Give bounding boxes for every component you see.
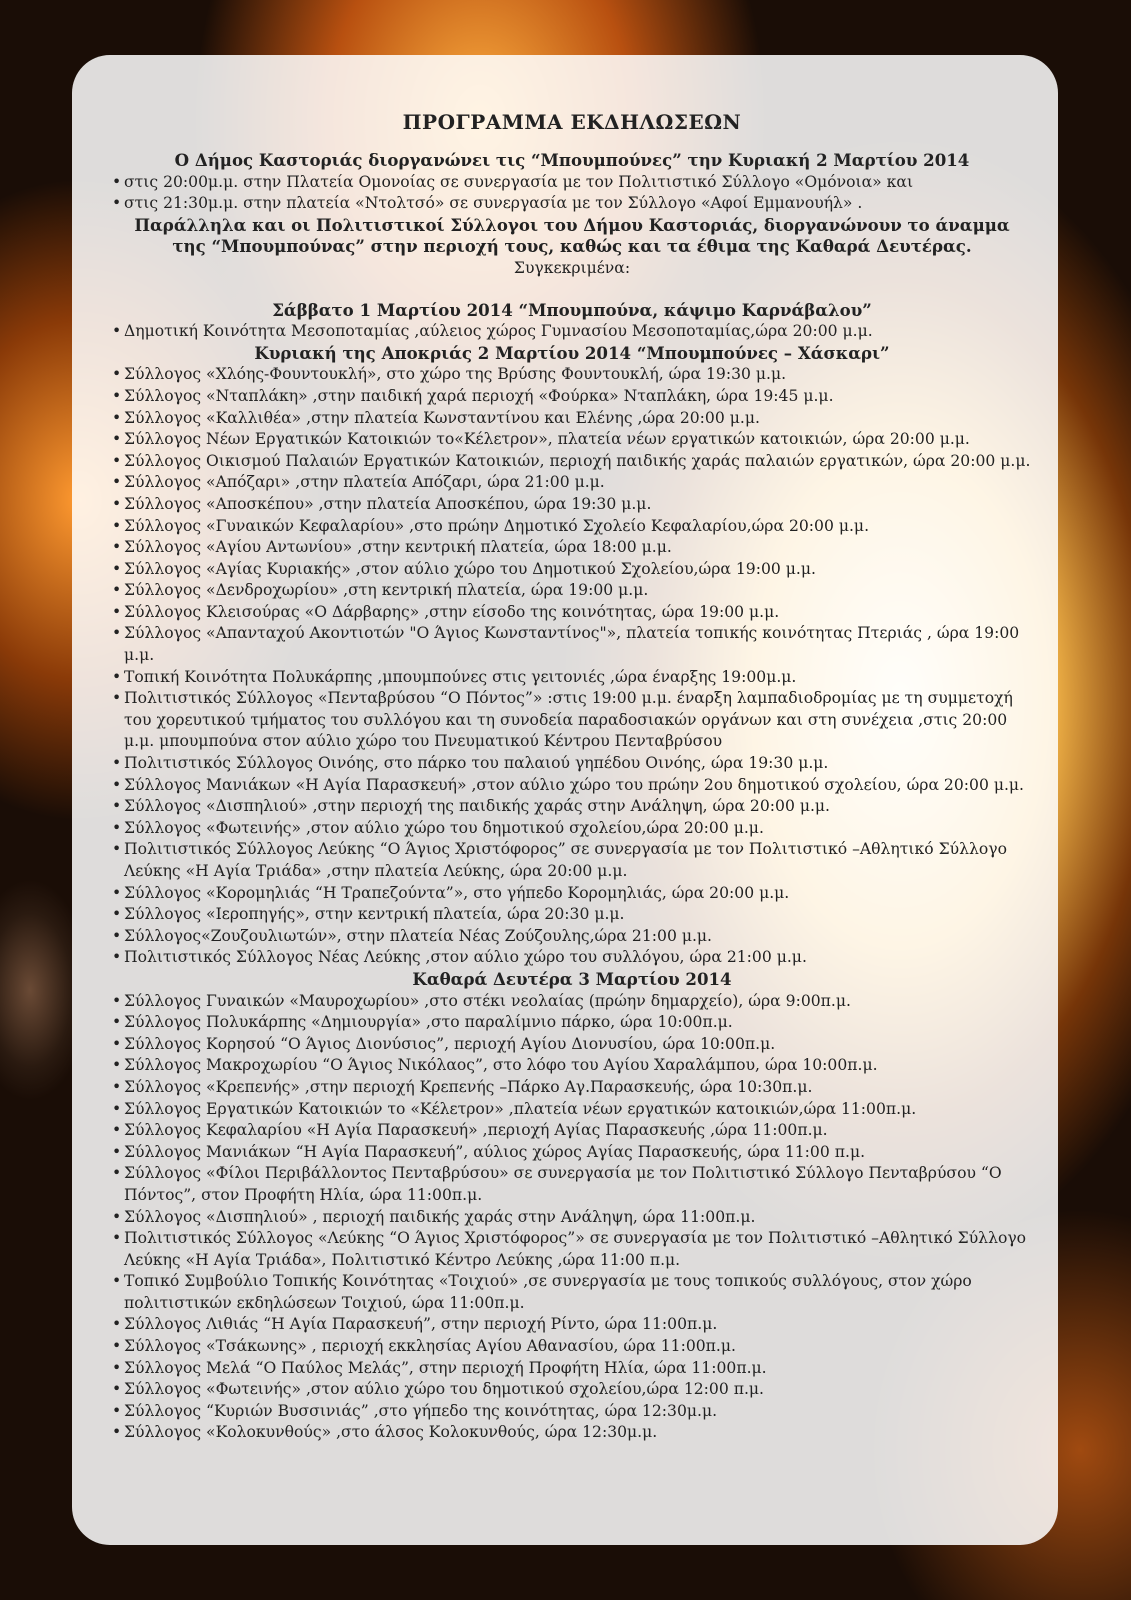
list-item: • Σύλλογος «Φίλοι Περιβάλλοντος Πενταβρύσου» σε συνεργασία με τον Πολιτιστικό Σύλλογο Πενταβρύσου “Ο Πόντος”, στον Προφήτη Ηλία, ώρα 11:00π.μ.	[112, 1163, 1032, 1206]
section-heading: Σάββατο 1 Μαρτίου 2014 “Μπουμπούνα, κάψιμο Καρνάβαλου”	[272, 299, 872, 320]
list-item: • στις 21:30μ.μ. στην πλατεία «Ντολτσό» σε συνεργασία με τον Σύλλογο «Αφοί Εμμανουήλ» .	[112, 193, 1032, 215]
list-item: • Σύλλογος «Απόζαρι» ,στην πλατεία Απόζαρι, ώρα 21:00 μ.μ.	[112, 472, 1032, 494]
list-item: • Σύλλογος «Κολοκυνθούς» ,στο άλσος Κολοκυνθούς, ώρα 12:30μ.μ.	[112, 1422, 1032, 1444]
event-list	[112, 991, 1032, 1444]
parallel-text-line1: Παράλληλα και οι Πολιτιστικοί Σύλλογοι του Δήμου Καστοριάς, διοργανώνουν το άναμμα	[134, 214, 1010, 235]
list-item: • Σύλλογος Κεφαλαρίου «Η Αγία Παρασκευή» ,περιοχή Αγίας Παρασκευής ,ώρα 11:00π.μ.	[112, 1120, 1032, 1142]
list-item: • Σύλλογος «Αγίας Κυριακής» ,στον αύλιο χώρο του Δημοτικού Σχολείου,ώρα 19:00 μ.μ.	[112, 559, 1032, 581]
section-heading: Καθαρά Δευτέρα 3 Μαρτίου 2014	[412, 968, 732, 989]
list-item: • Σύλλογος «Φωτεινής» ,στον αύλιο χώρο του δημοτικού σχολείου,ώρα 20:00 μ.μ.	[112, 818, 1032, 840]
list-item: • Σύλλογος «Τσάκωνης» , περιοχή εκκλησίας Αγίου Αθανασίου, ώρα 11:00π.μ.	[112, 1336, 1032, 1358]
intro-list	[112, 172, 1032, 215]
list-item: • Σύλλογος «Νταπλάκη» ,στην παιδική χαρά περιοχή «Φούρκα» Νταπλάκη, ώρα 19:45 μ.μ.	[112, 386, 1032, 408]
specifically-label: Συγκεκριμένα:	[513, 258, 631, 277]
list-item: • Σύλλογος «Φωτεινής» ,στον αύλιο χώρο του δημοτικού σχολείου,ώρα 12:00 π.μ.	[112, 1379, 1032, 1401]
list-item: • Πολιτιστικός Σύλλογος Οινόης, στο πάρκο του παλαιού γηπέδου Οινόης, ώρα 19:30 μ.μ.	[112, 753, 1032, 775]
list-item: • Πολιτιστικός Σύλλογος «Λεύκης “Ο Άγιος Χριστόφορος”» σε συνεργασία με τον Πολιτιστικό –Αθλητικό Σύλλογο Λεύκης «Η Αγία Τριάδα», Πολιτιστικό Κέντρο Λεύκης ,ώρα 11:00 π.μ.	[112, 1228, 1032, 1271]
list-item: • Σύλλογος «Αποσκέπου» ,στην πλατεία Αποσκέπου, ώρα 19:30 μ.μ.	[112, 494, 1032, 516]
list-item: • Σύλλογος Λιθιάς “Η Αγία Παρασκευή”, στην περιοχή Ρίντο, ώρα 11:00π.μ.	[112, 1314, 1032, 1336]
list-item: • Σύλλογος «Κορομηλιάς “Η Τραπεζούντα”», στο γήπεδο Κορομηλιάς, ώρα 20:00 μ.μ.	[112, 883, 1032, 905]
list-item: • Σύλλογος «Ιεροπηγής», στην κεντρική πλατεία, ώρα 20:30 μ.μ.	[112, 904, 1032, 926]
list-item: • Σύλλογος «Απανταχού Ακοντιοτών "Ο Άγιος Κωνσταντίνος"», πλατεία τοπικής κοινότητας Πτεριάς , ώρα 19:00 μ.μ.	[112, 623, 1032, 666]
list-item: • Σύλλογος «Καλλιθέα» ,στην πλατεία Κωνσταντίνου και Ελένης ,ώρα 20:00 μ.μ.	[112, 408, 1032, 430]
list-item: • Σύλλογος «Δενδροχωρίου» ,στη κεντρική πλατεία, ώρα 19:00 μ.μ.	[112, 580, 1032, 602]
list-item: • Σύλλογος Οικισμού Παλαιών Εργατικών Κατοικιών, περιοχή παιδικής χαράς παλαιών εργατικών, ώρα 20:00 μ.μ.	[112, 451, 1032, 473]
list-item: • Σύλλογος «Κρεπενής» ,στην περιοχή Κρεπενής –Πάρκο Αγ.Παρασκευής, ώρα 10:30π.μ.	[112, 1077, 1032, 1099]
list-item: • Πολιτιστικός Σύλλογος «Πενταβρύσου “Ο Πόντος”» :στις 19:00 μ.μ. έναρξη λαμπαδιοδρομίας με τη συμμετοχή του χορευτικού τμήματος του συλλόγου και τη συνοδεία παραδοσιακών οργάνων και στη συνέχεια ,στις 20:00 μ.μ. μπουμπούνα στον αύλιο χώρο του Πνευματικού Κέντρου Πενταβρύσου	[112, 688, 1032, 753]
page-title: ΠΡΟΓΡΑΜΜΑ ΕΚΔΗΛΩΣΕΩΝ	[402, 110, 742, 134]
list-item: • στις 20:00μ.μ. στην Πλατεία Ομονοίας σε συνεργασία με τον Πολιτιστικό Σύλλογο «Ομόνοια» και	[112, 172, 1032, 194]
background-crowd-photo	[0, 860, 80, 1110]
list-item: • Σύλλογος Μελά “Ο Παύλος Μελάς”, στην περιοχή Προφήτη Ηλία, ώρα 11:00π.μ.	[112, 1358, 1032, 1380]
list-item: • Σύλλογος Γυναικών «Μαυροχωρίου» ,στο στέκι νεολαίας (πρώην δημαρχείο), ώρα 9:00π.μ.	[112, 991, 1032, 1013]
list-item: • Τοπικό Συμβούλιο Τοπικής Κοινότητας «Τοιχιού» ,σε συνεργασία με τους τοπικούς συλλόγους, στον χώρο πολιτιστικών εκδηλώσεων Τοιχιού, ώρα 11:00π.μ.	[112, 1271, 1032, 1314]
list-item: • Σύλλογος «Γυναικών Κεφαλαρίου» ,στο πρώην Δημοτικό Σχολείο Κεφαλαρίου,ώρα 20:00 μ.μ.	[112, 516, 1032, 538]
list-item: • Σύλλογος Κλεισούρας «Ο Δάρβαρης» ,στην είσοδο της κοινότητας, ώρα 19:00 μ.μ.	[112, 602, 1032, 624]
list-item: • Σύλλογος Μανιάκων “Η Αγία Παρασκευή”, αύλιος χώρος Αγίας Παρασκευής, ώρα 11:00 π.μ.	[112, 1142, 1032, 1164]
list-item: • Τοπική Κοινότητα Πολυκάρπης ,μπουμπούνες στις γειτονιές ,ώρα έναρξης 19:00μ.μ.	[112, 667, 1032, 689]
list-item: • Σύλλογος «Χλόης-Φουντουκλή», στο χώρο της Βρύσης Φουντουκλή, ώρα 19:30 μ.μ.	[112, 364, 1032, 386]
program-content	[112, 108, 1032, 1444]
event-list	[112, 321, 1032, 343]
event-list	[112, 364, 1032, 969]
list-item: • Σύλλογος Πολυκάρπης «Δημιουργία» ,στο παραλίμνιο πάρκο, ώρα 10:00π.μ.	[112, 1012, 1032, 1034]
list-item: • Σύλλογος Νέων Εργατικών Κατοικιών το«Κέλετρον», πλατεία νέων εργατικών κατοικιών, ώρα 20:00 μ.μ.	[112, 429, 1032, 451]
list-item: • Σύλλογος «Αγίου Αντωνίου» ,στην κεντρική πλατεία, ώρα 18:00 μ.μ.	[112, 537, 1032, 559]
list-item: • Σύλλογος Μανιάκων «Η Αγία Παρασκευή» ,στον αύλιο χώρο του πρώην 2ου δημοτικού σχολείου, ώρα 20:00 μ.μ.	[112, 775, 1032, 797]
list-item: • Σύλλογος Μακροχωρίου “Ο Άγιος Νικόλαος”, στο λόφο του Αγίου Χαραλάμπου, ώρα 10:00π.μ.	[112, 1055, 1032, 1077]
list-item: • Σύλλογος Εργατικών Κατοικιών το «Κέλετρον» ,πλατεία νέων εργατικών κατοικιών,ώρα 11:00π.μ.	[112, 1099, 1032, 1121]
list-item: • Σύλλογος “Κυριών Βυσσινιάς” ,στο γήπεδο της κοινότητας, ώρα 12:30μ.μ.	[112, 1401, 1032, 1423]
list-item: • Δημοτική Κοινότητα Μεσοποταμίας ,αύλειος χώρος Γυμνασίου Μεσοποταμίας,ώρα 20:00 μ.μ.	[112, 321, 1032, 343]
intro-headline: Ο Δήμος Καστοριάς διοργανώνει τις “Μπουμπούνες” την Κυριακή 2 Μαρτίου 2014	[174, 150, 970, 170]
list-item: • Σύλλογος Κορησού “Ο Άγιος Διονύσιος”, περιοχή Αγίου Διονυσίου, ώρα 10:00π.μ.	[112, 1034, 1032, 1056]
list-item: • Σύλλογος «Δισπηλιού» , περιοχή παιδικής χαράς στην Ανάληψη, ώρα 11:00π.μ.	[112, 1207, 1032, 1229]
list-item: • Πολιτιστικός Σύλλογος Λεύκης “Ο Άγιος Χριστόφορος” σε συνεργασία με τον Πολιτιστικό –Αθλητικό Σύλλογο Λεύκης «Η Αγία Τριάδα» ,στην πλατεία Λεύκης, ώρα 20:00 μ.μ.	[112, 839, 1032, 882]
list-item: • Σύλλογος«Ζουζουλιωτών», στην πλατεία Νέας Ζούζουλης,ώρα 21:00 μ.μ.	[112, 926, 1032, 948]
parallel-text-line2: της “Μπουμπούνας” στην περιοχή τους, καθώς και τα έθιμα της Καθαρά Δευτέρας.	[172, 236, 972, 257]
list-item: • Πολιτιστικός Σύλλογος Νέας Λεύκης ,στον αύλιο χώρο του συλλόγου, ώρα 21:00 μ.μ.	[112, 947, 1032, 969]
list-item: • Σύλλογος «Δισπηλιού» ,στην περιοχή της παιδικής χαράς στην Ανάληψη, ώρα 20:00 μ.μ.	[112, 796, 1032, 818]
section-heading: Κυριακή της Αποκριάς 2 Μαρτίου 2014 “Μπουμπούνες – Χάσκαρι”	[254, 342, 890, 363]
sections-container	[112, 300, 1032, 1444]
